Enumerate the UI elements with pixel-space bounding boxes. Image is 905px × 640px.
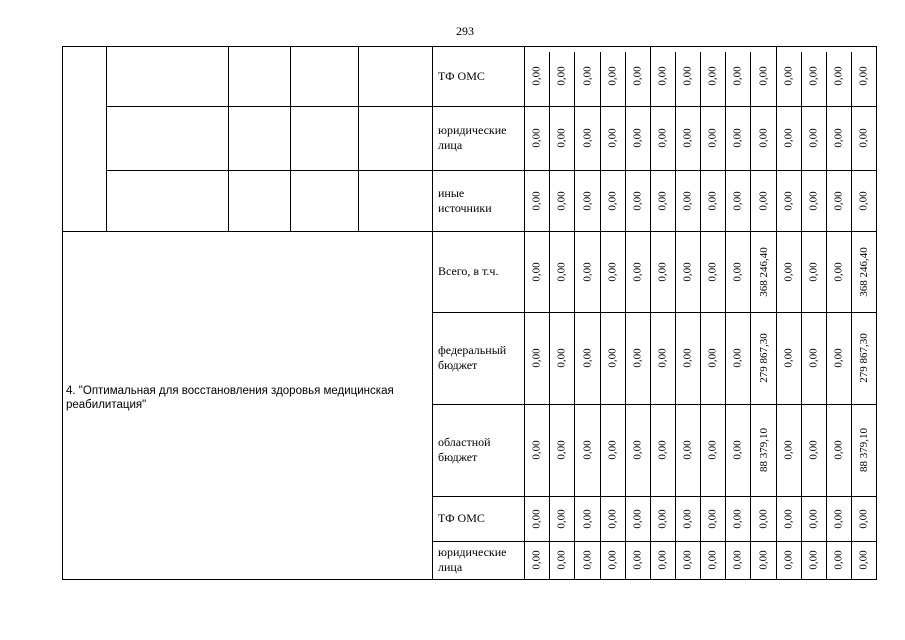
amount-value: 0,00	[657, 440, 669, 460]
amount-value: 0,00	[682, 508, 694, 529]
funding-source-line: бюджет	[438, 450, 478, 464]
amount-value: 0,00	[607, 66, 619, 86]
amount-cell	[651, 231, 675, 312]
amount-cell	[751, 231, 776, 312]
funding-source-line: областной	[438, 435, 491, 449]
amount-cell	[626, 312, 650, 404]
amount-cell	[550, 541, 574, 579]
amount-value: 0,00	[707, 440, 719, 460]
amount-cell	[651, 404, 675, 496]
program-title: 4. "Оптимальная для восстановления здоровья медицинская реабилитация"	[66, 385, 394, 411]
amount-value: 0,00	[632, 261, 644, 282]
funding-source-label	[438, 312, 524, 404]
funding-source-label	[438, 170, 524, 231]
amount-cell	[827, 541, 851, 579]
amount-value: 0,00	[632, 348, 644, 368]
column-divider	[358, 46, 359, 231]
amount-cell	[701, 496, 725, 541]
amount-value: 0,00	[531, 128, 543, 148]
amount-cell	[676, 106, 700, 170]
amount-value: 0,00	[632, 190, 644, 211]
column-divider	[876, 46, 877, 579]
amount-cell	[777, 231, 801, 312]
amount-cell	[676, 231, 700, 312]
amount-cell	[575, 46, 600, 106]
amount-value: 0,00	[808, 190, 820, 211]
funding-source-label	[438, 496, 524, 541]
amount-cell	[626, 231, 650, 312]
amount-value: 88 379,10	[757, 428, 770, 472]
funding-source-line: юридические	[438, 123, 507, 137]
amount-cell	[777, 170, 801, 231]
amount-value: 279 867,30	[858, 333, 870, 383]
funding-source-line: ТФ ОМС	[438, 68, 485, 83]
column-divider	[432, 46, 433, 579]
amount-value: 0,00	[732, 261, 744, 282]
amount-value: 0,00	[757, 508, 770, 529]
amount-cell	[601, 46, 625, 106]
amount-cell	[852, 541, 876, 579]
amount-value: 0,00	[682, 128, 694, 148]
amount-value: 0,00	[657, 348, 669, 368]
amount-cell	[751, 106, 776, 170]
amount-cell	[525, 496, 549, 541]
amount-cell	[651, 496, 675, 541]
amount-cell	[777, 404, 801, 496]
amount-value: 0,00	[707, 66, 719, 86]
amount-cell	[550, 106, 574, 170]
amount-cell	[751, 170, 776, 231]
amount-cell	[651, 46, 675, 106]
amount-cell	[525, 106, 549, 170]
amount-value: 0,00	[732, 66, 744, 86]
funding-source-label	[438, 106, 524, 170]
funding-source-label	[438, 231, 524, 312]
amount-value: 0,00	[581, 190, 594, 211]
funding-source-label	[438, 46, 524, 106]
funding-source-line: бюджет	[438, 358, 478, 372]
amount-cell	[601, 231, 625, 312]
funding-source-line: лица	[438, 138, 463, 152]
funding-source-line: иные	[438, 185, 465, 200]
amount-cell	[601, 312, 625, 404]
amount-value: 0,00	[531, 508, 543, 529]
amount-value: 0,00	[707, 508, 719, 529]
amount-value: 0,00	[833, 348, 845, 368]
amount-cell	[701, 170, 725, 231]
amount-value: 0,00	[833, 440, 845, 460]
amount-value: 0,00	[556, 261, 568, 282]
amount-value: 0,00	[757, 550, 770, 570]
amount-value: 0,00	[707, 550, 719, 570]
amount-cell	[525, 541, 549, 579]
page-number: 293	[456, 24, 474, 38]
amount-value: 0,00	[707, 128, 719, 148]
amount-cell	[802, 404, 826, 496]
funding-source-line: юридические	[438, 545, 507, 559]
amount-cell	[726, 404, 750, 496]
amount-value: 0,00	[531, 550, 543, 570]
amount-cell	[827, 170, 851, 231]
amount-cell	[777, 312, 801, 404]
amount-value: 0,00	[783, 508, 795, 529]
amount-cell	[575, 106, 600, 170]
amount-value: 0,00	[833, 261, 845, 282]
amount-cell	[852, 496, 876, 541]
amount-value: 0,00	[783, 128, 795, 148]
amount-value: 0,00	[682, 550, 694, 570]
amount-value: 0,00	[783, 550, 795, 570]
amount-value: 0,00	[581, 261, 594, 282]
amount-value: 0,00	[783, 190, 795, 211]
amount-cell	[802, 496, 826, 541]
amount-value: 0,00	[556, 508, 568, 529]
amount-value: 0,00	[556, 440, 568, 460]
amount-value: 0,00	[632, 440, 644, 460]
amount-value: 0,00	[657, 261, 669, 282]
amount-value: 0,00	[833, 66, 845, 86]
amount-cell	[626, 404, 650, 496]
amount-value: 0,00	[808, 440, 820, 460]
amount-cell	[751, 312, 776, 404]
amount-cell	[575, 404, 600, 496]
funding-source-line: лица	[438, 560, 463, 574]
amount-cell	[827, 312, 851, 404]
amount-cell	[676, 496, 700, 541]
amount-cell	[626, 496, 650, 541]
amount-value: 0,00	[581, 440, 594, 460]
amount-value: 0,00	[607, 440, 619, 460]
amount-value: 0,00	[757, 66, 770, 86]
table-border-left	[62, 46, 63, 579]
amount-cell	[550, 496, 574, 541]
amount-cell	[827, 106, 851, 170]
amount-cell	[626, 106, 650, 170]
amount-cell	[626, 46, 650, 106]
amount-value: 0,00	[607, 550, 619, 570]
amount-cell	[575, 312, 600, 404]
amount-value: 0,00	[556, 66, 568, 86]
amount-value: 0,00	[707, 261, 719, 282]
amount-cell	[802, 312, 826, 404]
table-border-bottom	[62, 579, 877, 580]
amount-cell	[601, 404, 625, 496]
amount-cell	[525, 404, 549, 496]
amount-value: 0,00	[556, 128, 568, 148]
amount-cell	[525, 170, 549, 231]
funding-source-label	[438, 404, 524, 496]
amount-value: 0,00	[808, 348, 820, 368]
amount-value: 0,00	[632, 128, 644, 148]
amount-value: 0,00	[531, 440, 543, 460]
column-divider	[228, 46, 229, 231]
amount-cell	[802, 46, 826, 106]
amount-value: 0,00	[531, 261, 543, 282]
amount-cell	[550, 312, 574, 404]
amount-value: 0,00	[581, 508, 594, 529]
amount-value: 0,00	[783, 348, 795, 368]
amount-value: 0,00	[783, 440, 795, 460]
amount-value: 0,00	[556, 550, 568, 570]
amount-cell	[701, 106, 725, 170]
amount-cell	[651, 170, 675, 231]
amount-cell	[601, 170, 625, 231]
amount-cell	[777, 541, 801, 579]
amount-cell	[852, 46, 876, 106]
amount-cell	[651, 106, 675, 170]
amount-value: 0,00	[858, 66, 870, 86]
amount-cell	[852, 170, 876, 231]
amount-value: 0,00	[808, 550, 820, 570]
amount-value: 0,00	[833, 550, 845, 570]
amount-cell	[827, 404, 851, 496]
amount-cell	[777, 106, 801, 170]
amount-cell	[676, 541, 700, 579]
amount-value: 0,00	[556, 190, 568, 211]
amount-cell	[550, 46, 574, 106]
amount-cell	[676, 170, 700, 231]
amount-cell	[852, 106, 876, 170]
amount-cell	[626, 541, 650, 579]
amount-value: 0,00	[607, 508, 619, 529]
funding-source-line: федеральный	[438, 343, 507, 357]
amount-cell	[676, 46, 700, 106]
amount-cell	[802, 170, 826, 231]
amount-cell	[726, 541, 750, 579]
amount-value: 0,00	[732, 348, 744, 368]
amount-cell	[777, 46, 801, 106]
amount-value: 0,00	[707, 348, 719, 368]
amount-cell	[726, 231, 750, 312]
amount-value: 0,00	[783, 66, 795, 86]
amount-value: 279 867,30	[757, 333, 770, 383]
amount-value: 0,00	[732, 128, 744, 148]
amount-cell	[651, 541, 675, 579]
amount-value: 0,00	[783, 261, 795, 282]
column-divider	[290, 46, 291, 231]
amount-value: 0,00	[707, 190, 719, 211]
amount-cell	[575, 496, 600, 541]
amount-cell	[701, 231, 725, 312]
amount-value: 0,00	[607, 190, 619, 211]
amount-value: 368 246,40	[757, 246, 770, 297]
amount-value: 0,00	[657, 66, 669, 86]
amount-cell	[701, 541, 725, 579]
amount-value: 0,00	[657, 550, 669, 570]
amount-value: 0,00	[757, 128, 770, 148]
amount-value: 0,00	[581, 128, 594, 148]
amount-value: 0,00	[808, 128, 820, 148]
amount-cell	[676, 312, 700, 404]
amount-cell	[575, 541, 600, 579]
amount-cell	[726, 106, 750, 170]
amount-cell	[701, 312, 725, 404]
amount-cell	[525, 312, 549, 404]
amount-cell	[726, 312, 750, 404]
amount-cell	[575, 170, 600, 231]
amount-value: 0,00	[808, 66, 820, 86]
amount-value: 0,00	[732, 550, 744, 570]
amount-value: 0,00	[607, 261, 619, 282]
amount-value: 0,00	[682, 66, 694, 86]
amount-cell	[726, 496, 750, 541]
amount-cell	[550, 170, 574, 231]
amount-cell	[751, 496, 776, 541]
amount-value: 0,00	[657, 128, 669, 148]
funding-source-line: источники	[438, 200, 492, 215]
amount-cell	[852, 312, 876, 404]
amount-cell	[701, 404, 725, 496]
amount-value: 0,00	[858, 190, 870, 211]
amount-value: 0,00	[632, 508, 644, 529]
amount-cell	[827, 231, 851, 312]
amount-value: 0,00	[757, 190, 770, 211]
amount-value: 368 246,40	[858, 246, 870, 297]
amount-cell	[726, 170, 750, 231]
amount-cell	[626, 170, 650, 231]
amount-cell	[827, 496, 851, 541]
amount-cell	[852, 231, 876, 312]
amount-value: 0,00	[581, 550, 594, 570]
amount-value: 0,00	[581, 66, 594, 86]
amount-value: 0,00	[531, 66, 543, 86]
amount-value: 0,00	[858, 128, 870, 148]
amount-value: 0,00	[732, 190, 744, 211]
amount-cell	[601, 541, 625, 579]
funding-source-line: Всего, в т.ч.	[438, 264, 499, 278]
amount-value: 0,00	[531, 348, 543, 368]
amount-value: 0,00	[531, 190, 543, 211]
amount-value: 0,00	[657, 508, 669, 529]
amount-value: 0,00	[581, 348, 594, 368]
amount-cell	[601, 106, 625, 170]
amount-cell	[550, 231, 574, 312]
amount-value: 0,00	[607, 128, 619, 148]
amount-cell	[575, 231, 600, 312]
amount-cell	[726, 46, 750, 106]
amount-value: 0,00	[607, 348, 619, 368]
amount-value: 0,00	[682, 261, 694, 282]
amount-cell	[525, 231, 549, 312]
amount-value: 0,00	[808, 508, 820, 529]
amount-value: 0,00	[833, 128, 845, 148]
amount-cell	[651, 312, 675, 404]
amount-value: 0,00	[657, 190, 669, 211]
amount-cell	[601, 496, 625, 541]
amount-cell	[550, 404, 574, 496]
amount-value: 0,00	[808, 261, 820, 282]
funding-source-label	[438, 541, 524, 579]
amount-value: 0,00	[682, 440, 694, 460]
amount-value: 0,00	[682, 190, 694, 211]
amount-cell	[751, 46, 776, 106]
amount-value: 0,00	[858, 508, 870, 529]
amount-value: 0,00	[632, 550, 644, 570]
amount-value: 0,00	[858, 550, 870, 570]
amount-value: 0,00	[556, 348, 568, 368]
amount-cell	[751, 541, 776, 579]
amount-cell	[525, 46, 549, 106]
amount-cell	[852, 404, 876, 496]
amount-cell	[802, 231, 826, 312]
amount-cell	[751, 404, 776, 496]
amount-value: 0,00	[833, 190, 845, 211]
amount-value: 88 379,10	[858, 428, 870, 472]
amount-cell	[676, 404, 700, 496]
amount-cell	[777, 496, 801, 541]
amount-cell	[701, 46, 725, 106]
column-divider	[106, 46, 107, 231]
amount-cell	[802, 541, 826, 579]
amount-value: 0,00	[732, 440, 744, 460]
funding-source-line: ТФ ОМС	[438, 511, 485, 525]
amount-value: 0,00	[632, 66, 644, 86]
amount-cell	[802, 106, 826, 170]
amount-value: 0,00	[833, 508, 845, 529]
amount-cell	[827, 46, 851, 106]
amount-value: 0,00	[682, 348, 694, 368]
amount-value: 0,00	[732, 508, 744, 529]
